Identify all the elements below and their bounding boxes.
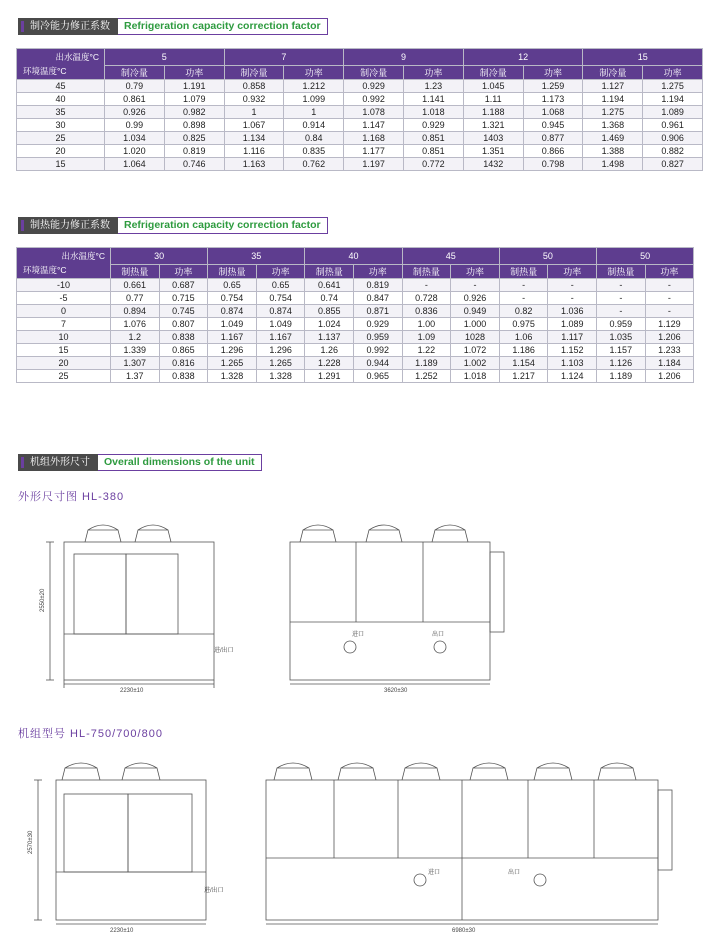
- value-cell: 1.152: [548, 344, 597, 357]
- temp-column-header: 50: [597, 248, 694, 265]
- value-cell: 0.641: [305, 279, 354, 292]
- value-cell: -: [645, 279, 694, 292]
- sub-column-header: 制热量: [208, 265, 257, 279]
- value-cell: 0.74: [305, 292, 354, 305]
- value-cell: 0.894: [111, 305, 160, 318]
- drawing-title-hl380: 外形尺寸图 HL-380: [18, 491, 125, 503]
- value-cell: 1.06: [499, 331, 548, 344]
- sub-column-header: 制冷量: [105, 66, 165, 80]
- temp-column-header: 50: [499, 248, 596, 265]
- value-cell: 0.855: [305, 305, 354, 318]
- table-row: [17, 344, 694, 357]
- value-cell: 1.173: [523, 93, 583, 106]
- row-label-cell: -5: [17, 292, 111, 305]
- value-cell: 1.469: [583, 132, 643, 145]
- value-cell: 0.945: [523, 119, 583, 132]
- table-row: [17, 132, 703, 145]
- hl750-inlet-label: 进口: [428, 870, 441, 876]
- sub-column-header: 制热量: [305, 265, 354, 279]
- row-label-cell: 20: [17, 145, 105, 158]
- sub-column-header: 制热量: [597, 265, 646, 279]
- value-cell: 1.291: [305, 370, 354, 383]
- ambient-temp-label: 环境温度°C: [23, 265, 67, 275]
- value-cell: 0.819: [164, 145, 224, 158]
- row-label-cell: 15: [17, 344, 111, 357]
- value-cell: 1.388: [583, 145, 643, 158]
- row-label-cell: 10: [17, 331, 111, 344]
- value-cell: 1.339: [111, 344, 160, 357]
- value-cell: 1.328: [256, 370, 305, 383]
- value-cell: 0.838: [159, 370, 208, 383]
- temp-column-header: 45: [402, 248, 499, 265]
- value-cell: 1.265: [208, 357, 257, 370]
- sub-column-header: 制热量: [111, 265, 160, 279]
- value-cell: 0.687: [159, 279, 208, 292]
- temp-column-header: 35: [208, 248, 305, 265]
- value-cell: 1.067: [224, 119, 284, 132]
- value-cell: 1.228: [305, 357, 354, 370]
- sub-column-header: 功率: [256, 265, 305, 279]
- value-cell: 0.772: [404, 158, 464, 171]
- sub-column-header: 功率: [164, 66, 224, 80]
- value-cell: -: [548, 292, 597, 305]
- temp-column-header: 12: [463, 49, 583, 66]
- ambient-temp-label: 环境温度°C: [23, 66, 67, 76]
- table-row: [17, 318, 694, 331]
- value-cell: 0.929: [404, 119, 464, 132]
- value-cell: 0.816: [159, 357, 208, 370]
- value-cell: 0.906: [643, 132, 703, 145]
- section-title-en: Refrigeration capacity correction factor: [118, 217, 328, 234]
- hl750-length-dim: 6980±30: [452, 928, 476, 934]
- value-cell: 1: [224, 106, 284, 119]
- value-cell: 1.076: [111, 318, 160, 331]
- table-row: [17, 145, 703, 158]
- value-cell: 1.265: [256, 357, 305, 370]
- value-cell: 0.858: [224, 80, 284, 93]
- value-cell: 0.959: [354, 331, 403, 344]
- value-cell: 0.961: [643, 119, 703, 132]
- row-label-cell: 25: [17, 132, 105, 145]
- value-cell: 0.84: [284, 132, 344, 145]
- value-cell: 0.992: [344, 93, 404, 106]
- value-cell: 1.002: [451, 357, 500, 370]
- value-cell: 1.498: [583, 158, 643, 171]
- table-row: [17, 331, 694, 344]
- value-cell: 0.929: [354, 318, 403, 331]
- value-cell: 0.746: [164, 158, 224, 171]
- value-cell: 1.049: [208, 318, 257, 331]
- value-cell: 1.177: [344, 145, 404, 158]
- value-cell: 1.351: [463, 145, 523, 158]
- sub-column-header: 功率: [159, 265, 208, 279]
- value-cell: 0.819: [354, 279, 403, 292]
- outlet-water-temp-label: 出水温度°C: [55, 52, 99, 62]
- value-cell: 1.167: [208, 331, 257, 344]
- value-cell: 1.321: [463, 119, 523, 132]
- value-cell: 1.020: [105, 145, 165, 158]
- value-cell: 1.189: [597, 370, 646, 383]
- value-cell: 0.914: [284, 119, 344, 132]
- table-row: [17, 292, 694, 305]
- value-cell: 1: [284, 106, 344, 119]
- table-row: [17, 370, 694, 383]
- value-cell: 1.186: [499, 344, 548, 357]
- value-cell: 1.116: [224, 145, 284, 158]
- value-cell: 1.147: [344, 119, 404, 132]
- value-cell: 1.049: [256, 318, 305, 331]
- value-cell: 1.217: [499, 370, 548, 383]
- value-cell: 1.212: [284, 80, 344, 93]
- value-cell: -: [499, 292, 548, 305]
- value-cell: 1.368: [583, 119, 643, 132]
- value-cell: 0.836: [402, 305, 451, 318]
- sub-column-header: 功率: [354, 265, 403, 279]
- sub-column-header: 功率: [645, 265, 694, 279]
- value-cell: -: [645, 305, 694, 318]
- value-cell: 1.168: [344, 132, 404, 145]
- value-cell: 1.296: [256, 344, 305, 357]
- row-label-cell: 45: [17, 80, 105, 93]
- value-cell: 0.847: [354, 292, 403, 305]
- hl750-port-label: 进/出口: [204, 888, 224, 894]
- section-header-dimensions: [18, 454, 262, 471]
- section-title-cn: 制冷能力修正系数: [18, 18, 118, 35]
- value-cell: 0.882: [643, 145, 703, 158]
- value-cell: 0.99: [105, 119, 165, 132]
- value-cell: 0.877: [523, 132, 583, 145]
- hl750-height-dim: 2570±30: [28, 830, 34, 854]
- value-cell: 1.296: [208, 344, 257, 357]
- value-cell: 0.965: [354, 370, 403, 383]
- value-cell: 0.79: [105, 80, 165, 93]
- value-cell: 1.163: [224, 158, 284, 171]
- temp-column-header: 5: [105, 49, 225, 66]
- value-cell: 0.851: [404, 132, 464, 145]
- value-cell: 0.932: [224, 93, 284, 106]
- value-cell: -: [597, 279, 646, 292]
- heating-correction-table: [16, 247, 694, 383]
- cooling-correction-table: [16, 48, 703, 171]
- value-cell: 1.189: [402, 357, 451, 370]
- value-cell: 0.949: [451, 305, 500, 318]
- value-cell: 1.00: [402, 318, 451, 331]
- value-cell: 1.045: [463, 80, 523, 93]
- value-cell: 1.194: [643, 93, 703, 106]
- table-row: [17, 80, 703, 93]
- value-cell: 0.827: [643, 158, 703, 171]
- row-label-cell: 0: [17, 305, 111, 318]
- value-cell: 0.745: [159, 305, 208, 318]
- value-cell: 0.65: [256, 279, 305, 292]
- value-cell: 1.154: [499, 357, 548, 370]
- value-cell: 0.929: [344, 80, 404, 93]
- sub-column-header: 制热量: [499, 265, 548, 279]
- sub-column-header: 制冷量: [344, 66, 404, 80]
- value-cell: 1.018: [451, 370, 500, 383]
- value-cell: 0.866: [523, 145, 583, 158]
- value-cell: 1.275: [643, 80, 703, 93]
- hl750-front-view-drawing: [260, 750, 680, 935]
- value-cell: 1.036: [548, 305, 597, 318]
- value-cell: 1.11: [463, 93, 523, 106]
- value-cell: 0.825: [164, 132, 224, 145]
- row-label-cell: 40: [17, 93, 105, 106]
- sub-column-header: 功率: [548, 265, 597, 279]
- temp-column-header: 7: [224, 49, 344, 66]
- value-cell: 1.089: [548, 318, 597, 331]
- value-cell: -: [451, 279, 500, 292]
- value-cell: 1.035: [597, 331, 646, 344]
- row-label-cell: 15: [17, 158, 105, 171]
- sub-column-header: 制冷量: [463, 66, 523, 80]
- value-cell: 1403: [463, 132, 523, 145]
- value-cell: 1028: [451, 331, 500, 344]
- value-cell: 0.77: [111, 292, 160, 305]
- value-cell: 1.307: [111, 357, 160, 370]
- value-cell: 0.992: [354, 344, 403, 357]
- value-cell: 0.926: [451, 292, 500, 305]
- value-cell: 1.137: [305, 331, 354, 344]
- hl380-front-view-drawing: [280, 512, 520, 692]
- sub-column-header: 制冷量: [583, 66, 643, 80]
- value-cell: 1.233: [645, 344, 694, 357]
- value-cell: 1.127: [583, 80, 643, 93]
- value-cell: 1.194: [583, 93, 643, 106]
- value-cell: 1.184: [645, 357, 694, 370]
- value-cell: 1.2: [111, 331, 160, 344]
- row-label-cell: -10: [17, 279, 111, 292]
- value-cell: 1.206: [645, 331, 694, 344]
- value-cell: -: [402, 279, 451, 292]
- sub-column-header: 制冷量: [224, 66, 284, 80]
- hl380-inlet-label: 进口: [352, 632, 365, 638]
- value-cell: 1.099: [284, 93, 344, 106]
- drawing-title-hl750: 机组型号 HL-750/700/800: [18, 728, 163, 740]
- value-cell: 1.157: [597, 344, 646, 357]
- section-header-cooling: [18, 18, 328, 35]
- hl380-port-label: 进/出口: [214, 648, 234, 654]
- hl380-width-dim: 2230±10: [120, 688, 144, 694]
- value-cell: 1.328: [208, 370, 257, 383]
- row-label-cell: 7: [17, 318, 111, 331]
- row-label-cell: 20: [17, 357, 111, 370]
- value-cell: -: [499, 279, 548, 292]
- outlet-water-temp-label: 出水温度°C: [61, 251, 105, 261]
- value-cell: 0.807: [159, 318, 208, 331]
- value-cell: 0.865: [159, 344, 208, 357]
- section-title-cn: 机组外形尺寸: [18, 454, 98, 471]
- sub-column-header: 功率: [643, 66, 703, 80]
- value-cell: 1.124: [548, 370, 597, 383]
- hl750-side-view-drawing: [20, 750, 230, 935]
- table-row: [17, 357, 694, 370]
- value-cell: 1.37: [111, 370, 160, 383]
- value-cell: 0.975: [499, 318, 548, 331]
- value-cell: 1.079: [164, 93, 224, 106]
- value-cell: 0.798: [523, 158, 583, 171]
- row-label-cell: 30: [17, 119, 105, 132]
- value-cell: 1.117: [548, 331, 597, 344]
- value-cell: 1.275: [583, 106, 643, 119]
- value-cell: 0.838: [159, 331, 208, 344]
- section-header-heating: [18, 217, 328, 234]
- value-cell: 1.103: [548, 357, 597, 370]
- value-cell: 0.871: [354, 305, 403, 318]
- value-cell: 1.126: [597, 357, 646, 370]
- sub-column-header: 功率: [451, 265, 500, 279]
- value-cell: 1.068: [523, 106, 583, 119]
- hl380-side-view-drawing: [30, 512, 234, 694]
- value-cell: -: [597, 305, 646, 318]
- table-row: [17, 279, 694, 292]
- table-row: [17, 119, 703, 132]
- value-cell: 1.188: [463, 106, 523, 119]
- value-cell: 0.959: [597, 318, 646, 331]
- section-title-en: Overall dimensions of the unit: [98, 454, 262, 471]
- value-cell: 0.715: [159, 292, 208, 305]
- sub-column-header: 功率: [523, 66, 583, 80]
- value-cell: 1.024: [305, 318, 354, 331]
- value-cell: -: [597, 292, 646, 305]
- temp-column-header: 9: [344, 49, 464, 66]
- value-cell: 1.134: [224, 132, 284, 145]
- value-cell: 0.861: [105, 93, 165, 106]
- value-cell: 1.167: [256, 331, 305, 344]
- hl750-outlet-label: 出口: [508, 870, 521, 876]
- value-cell: 1.206: [645, 370, 694, 383]
- value-cell: 1.23: [404, 80, 464, 93]
- value-cell: 1432: [463, 158, 523, 171]
- value-cell: 1.129: [645, 318, 694, 331]
- value-cell: 0.728: [402, 292, 451, 305]
- table-corner-header: [17, 248, 111, 279]
- value-cell: 1.072: [451, 344, 500, 357]
- hl750-width-dim: 2230±10: [110, 928, 134, 934]
- value-cell: 1.089: [643, 106, 703, 119]
- table-corner-header: [17, 49, 105, 80]
- value-cell: 0.926: [105, 106, 165, 119]
- value-cell: 0.851: [404, 145, 464, 158]
- sub-column-header: 功率: [404, 66, 464, 80]
- value-cell: 1.018: [404, 106, 464, 119]
- value-cell: 1.26: [305, 344, 354, 357]
- value-cell: 0.982: [164, 106, 224, 119]
- table-row: [17, 158, 703, 171]
- value-cell: 1.034: [105, 132, 165, 145]
- hl380-length-dim: 3620±30: [384, 688, 408, 694]
- value-cell: 0.874: [208, 305, 257, 318]
- hl380-outlet-label: 出口: [432, 632, 445, 638]
- value-cell: 1.141: [404, 93, 464, 106]
- value-cell: 1.22: [402, 344, 451, 357]
- value-cell: 1.252: [402, 370, 451, 383]
- value-cell: 1.000: [451, 318, 500, 331]
- temp-column-header: 15: [583, 49, 703, 66]
- value-cell: 0.754: [208, 292, 257, 305]
- temp-column-header: 40: [305, 248, 402, 265]
- table-row: [17, 106, 703, 119]
- value-cell: 0.762: [284, 158, 344, 171]
- value-cell: 1.09: [402, 331, 451, 344]
- section-title-cn: 制热能力修正系数: [18, 217, 118, 234]
- value-cell: 0.898: [164, 119, 224, 132]
- sub-column-header: 制热量: [402, 265, 451, 279]
- value-cell: -: [548, 279, 597, 292]
- value-cell: 0.661: [111, 279, 160, 292]
- value-cell: 1.259: [523, 80, 583, 93]
- temp-column-header: 30: [111, 248, 208, 265]
- value-cell: 0.944: [354, 357, 403, 370]
- value-cell: 1.191: [164, 80, 224, 93]
- value-cell: 0.754: [256, 292, 305, 305]
- value-cell: 1.078: [344, 106, 404, 119]
- table-row: [17, 93, 703, 106]
- value-cell: 0.874: [256, 305, 305, 318]
- value-cell: 1.064: [105, 158, 165, 171]
- value-cell: 0.65: [208, 279, 257, 292]
- table-row: [17, 305, 694, 318]
- hl380-height-dim: 2550±20: [40, 588, 46, 612]
- row-label-cell: 35: [17, 106, 105, 119]
- row-label-cell: 25: [17, 370, 111, 383]
- value-cell: -: [645, 292, 694, 305]
- value-cell: 0.82: [499, 305, 548, 318]
- value-cell: 0.835: [284, 145, 344, 158]
- sub-column-header: 功率: [284, 66, 344, 80]
- section-title-en: Refrigeration capacity correction factor: [118, 18, 328, 35]
- value-cell: 1.197: [344, 158, 404, 171]
